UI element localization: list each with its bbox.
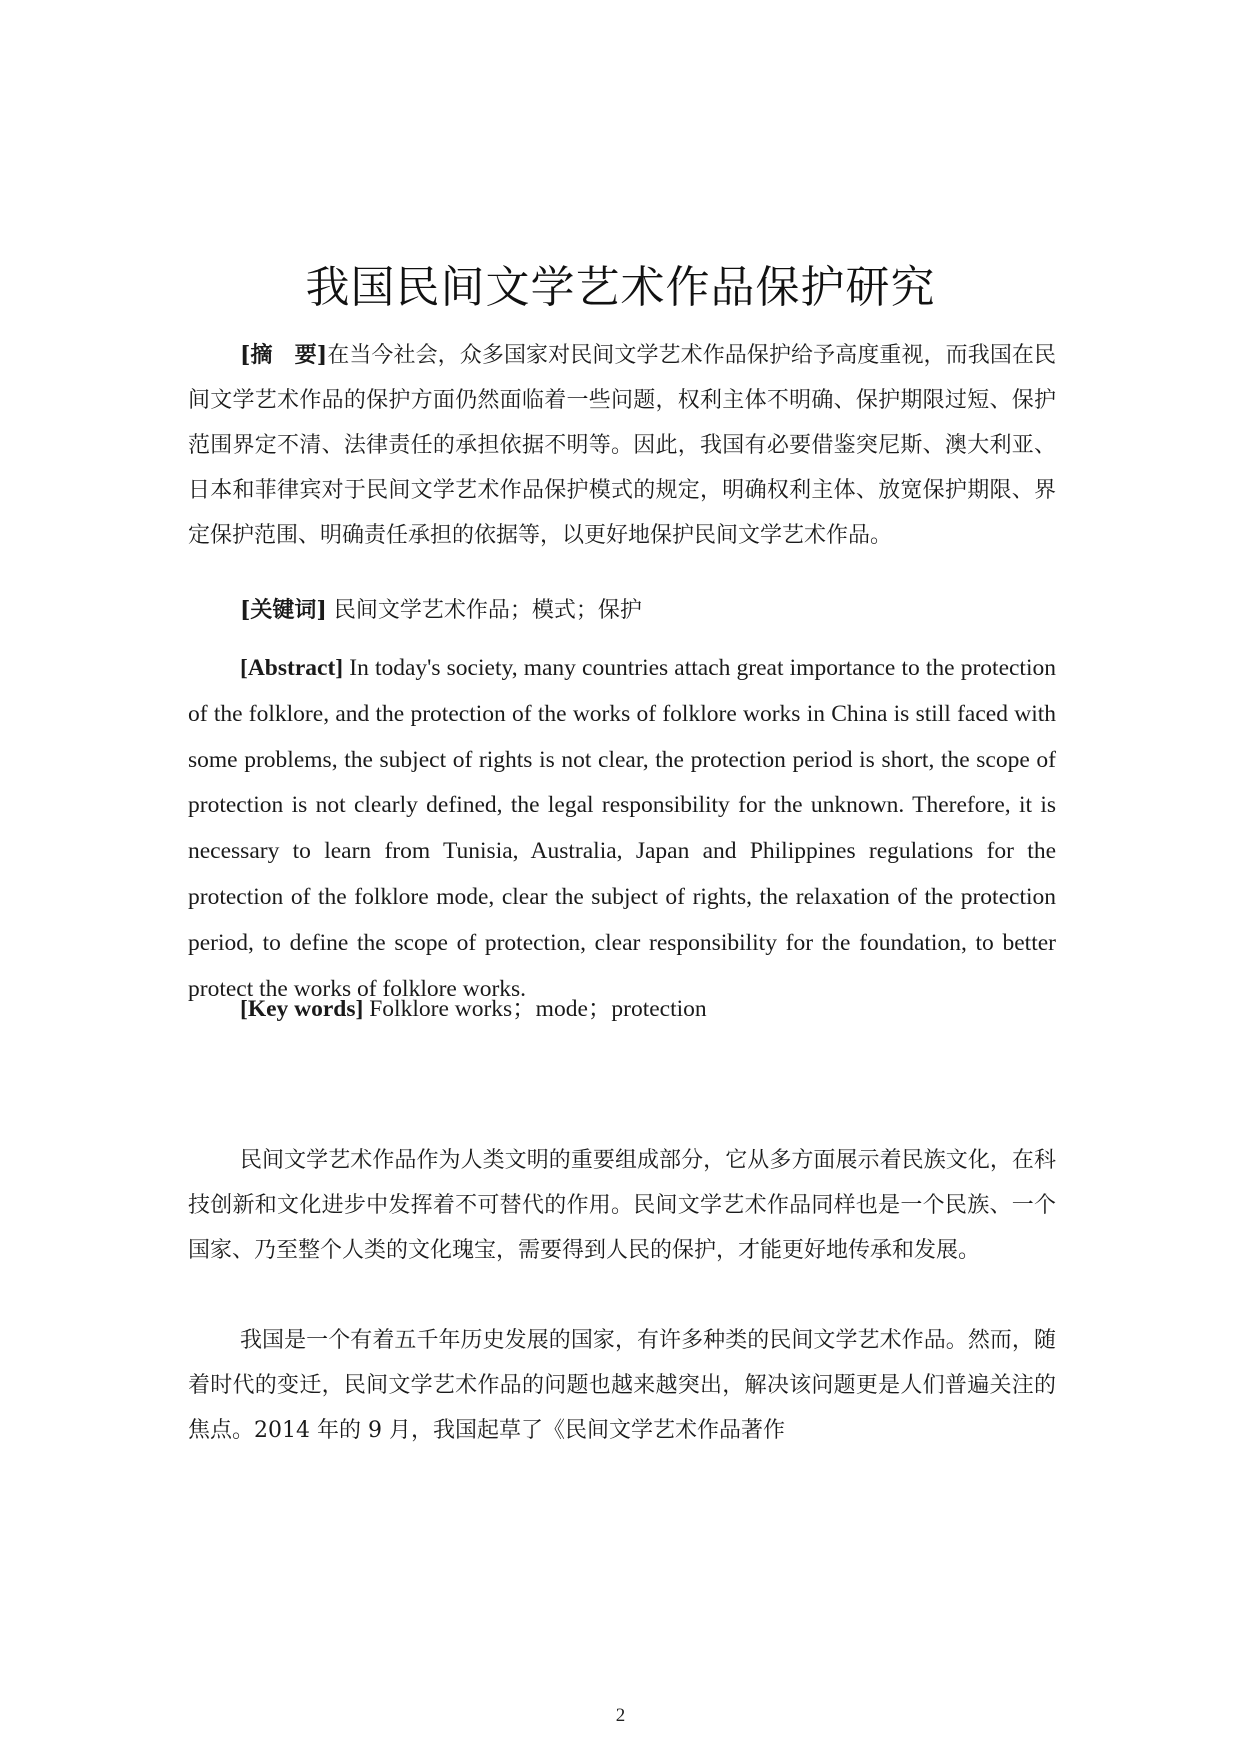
abstract-en-text: In today's society, many countries attach great importance to the protection of the folklore, and the protection of the works of folklore works in China is still faced with some problems, the subject of rights is not clear, the protection period is short, the scope of protection is not clearly defined, the legal responsibility for the unknown. Therefore, it is necessary to learn from Tunisia, Australia, Japan and Philippines regulations for the protection of the folklore mode, clear the subject of rights, the relaxation of the protection period, to define the scope of protection, clear responsibility for the foundation, to better protect the works of folklore works. [188, 655, 1056, 1002]
page-number: 2 [615, 1705, 626, 1726]
keywords-en-label: [Key words] [240, 996, 364, 1022]
keywords-cn [188, 588, 1056, 633]
keywords-en-text: Folklore works；mode；protection [363, 996, 707, 1022]
abstract-en [188, 646, 1056, 1012]
body-paragraph-1: 民间文学艺术作品作为人类文明的重要组成部分，它从多方面展示着民族文化，在科技创新和文化进步中发挥着不可替代的作用。民间文学艺术作品同样也是一个民族、一个国家、乃至整个人类的文化瑰宝，需要得到人民的保护，才能更好地传承和发展。 [188, 1148, 1056, 1263]
keywords-en [188, 987, 1056, 1033]
document-title: 我国民间文学艺术作品保护研究 [305, 262, 936, 313]
abstract-cn [188, 333, 1056, 558]
abstract-cn-label: [摘 要] [240, 342, 328, 368]
abstract-cn-text: 在当今社会，众多国家对民间文学艺术作品保护给予高度重视，而我国在民间文学艺术作品的保护方面仍然面临着一些问题，权利主体不明确、保护期限过短、保护范围界定不清、法律责任的承担依据不明等。因此，我国有必要借鉴突尼斯、澳大利亚、日本和菲律宾对于民间文学艺术作品保护模式的规定，明确权利主体、放宽保护期限、界定保护范围、明确责任承担的依据等，以更好地保护民间文学艺术作品。 [188, 343, 1056, 548]
keywords-cn-label: [关键词] [240, 597, 327, 623]
body-paragraph-2: 我国是一个有着五千年历史发展的国家，有许多种类的民间文学艺术作品。然而，随着时代的变迁，民间文学艺术作品的问题也越来越突出，解决该问题更是人们普遍关注的焦点。2014 年的 9 月，我国起草了《民间文学艺术作品著作 [188, 1328, 1056, 1443]
abstract-en-label: [Abstract] [240, 655, 344, 681]
keywords-cn-text: 民间文学艺术作品；模式；保护 [326, 598, 642, 623]
